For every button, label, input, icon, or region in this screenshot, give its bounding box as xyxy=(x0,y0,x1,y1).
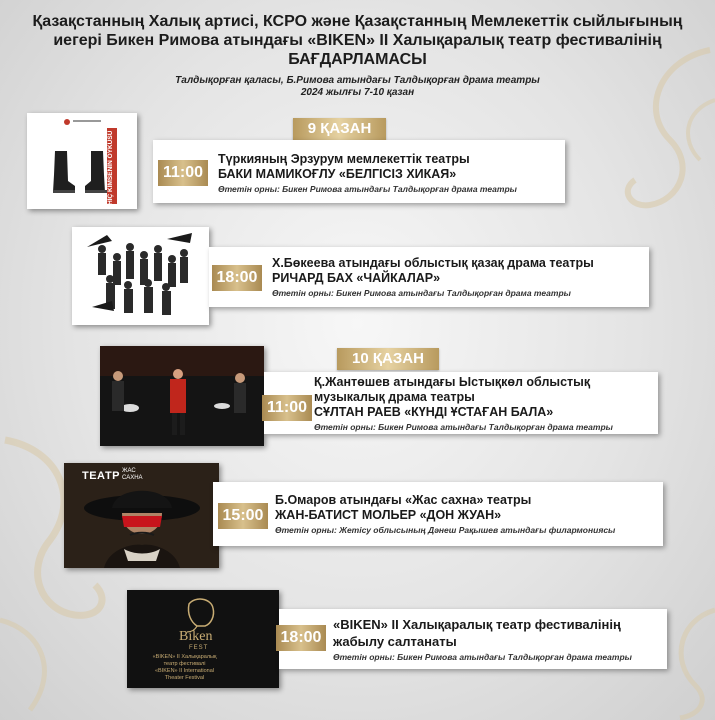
event5-logo-kz1: «BIKEN» II Халықаралық xyxy=(152,654,217,660)
header-location: Талдықорған қаласы, Б.Римова атындағы Талдықорған драма театры xyxy=(175,75,540,86)
event5-time: 18:00 xyxy=(276,625,326,651)
event2-theatre: Х.Бөкеева атындағы облыстық қазақ драма театры xyxy=(272,256,594,270)
program-header xyxy=(0,12,715,99)
event5-logo-kz2: театр фестивалі xyxy=(163,661,206,667)
event1-time: 11:00 xyxy=(158,160,208,186)
event1-play: БАКИ МАМИКОҒЛУ «БЕЛГІСІЗ ХИКАЯ» xyxy=(218,167,457,181)
event3-play: СҰЛТАН РАЕВ «КҮНДІ ҰСТАҒАН БАЛА» xyxy=(314,405,554,419)
event4-photo xyxy=(64,463,219,568)
event4-venue: Өтетін орны: Жетісу облысының Дәнеш Рақышев атындағы филармониясы xyxy=(275,525,616,535)
event3-theatre-line1: Қ.Жантөшев атындағы Ыстықкөл облыстық xyxy=(314,375,591,389)
header-title-line1: Қазақстанның Халық артисі, КСРО және Қазақстанның Мемлекеттік сыйлығының xyxy=(32,13,683,30)
event5-logo-en1: «BIKEN» II International xyxy=(154,668,214,674)
event3-theatre-line2: музыкалық драма театры xyxy=(314,390,475,404)
event2-time: 18:00 xyxy=(212,265,262,291)
header-dates: 2024 жылғы 7-10 қазан xyxy=(300,87,415,98)
event5-logo-fest: FEST xyxy=(189,645,209,651)
event1-info xyxy=(218,152,563,195)
day-banner-oct9: 9 ҚАЗАН xyxy=(293,118,386,140)
event4-logo-side2: САХНА xyxy=(122,475,143,481)
event2-photo xyxy=(72,227,209,325)
event1-venue: Өтетін орны: Бикен Римова атындағы Талдықорған драма театры xyxy=(218,184,517,194)
event5-info xyxy=(333,616,665,663)
event1-poster xyxy=(27,113,137,209)
event5-venue: Өтетін орны: Бикен Римова атындағы Талдықорған драма театры xyxy=(333,652,632,662)
mask-icon xyxy=(122,516,162,527)
event4-logo-side1: ЖАС xyxy=(122,468,136,474)
event5-logo-en2: Theater Festival xyxy=(164,675,205,681)
event4-logo-main: ТЕАТР xyxy=(82,470,121,482)
event4-play: ЖАН-БАТИСТ МОЛЬЕР «ДОН ЖУАН» xyxy=(275,508,502,522)
event4-theatre: Б.Омаров атындағы «Жас сахна» театры xyxy=(275,493,532,507)
event4-info xyxy=(275,493,661,536)
event3-info xyxy=(314,375,656,433)
event3-photo xyxy=(100,346,264,446)
event5-poster xyxy=(127,590,279,688)
actor-left-icon xyxy=(112,371,124,411)
event2-play: РИЧАРД БАХ «ЧАЙКАЛАР» xyxy=(272,271,441,285)
header-title-line2: иегері Бикен Римова атындағы «BIKEN» II Халықаралық театр фестивалінің xyxy=(53,32,662,49)
event5-title-line1: «BIKEN» II Халықаралық театр фестивалінің xyxy=(333,617,621,632)
event4-time: 15:00 xyxy=(218,503,268,529)
day-banner-oct10: 10 ҚАЗАН xyxy=(337,348,439,370)
event1-theatre: Түркияның Эрзурум мемлекеттік театры xyxy=(218,152,470,166)
event5-logo-biken: Biken xyxy=(179,629,213,644)
actor-right-icon xyxy=(234,373,246,413)
event2-info xyxy=(272,256,647,299)
event3-time: 11:00 xyxy=(262,395,312,421)
event2-venue: Өтетін орны: Бикен Римова атындағы Талдықорған драма театры xyxy=(272,288,571,298)
event1-poster-title: HİÇ KİMSENİN ÖYKÜSÜ xyxy=(107,130,114,205)
header-title-line3: БАҒДАРЛАМАСЫ xyxy=(288,51,427,68)
event3-venue: Өтетін орны: Бикен Римова атындағы Талдықорған драма театры xyxy=(314,422,613,432)
event5-title-line2: жабылу салтанаты xyxy=(333,634,457,649)
